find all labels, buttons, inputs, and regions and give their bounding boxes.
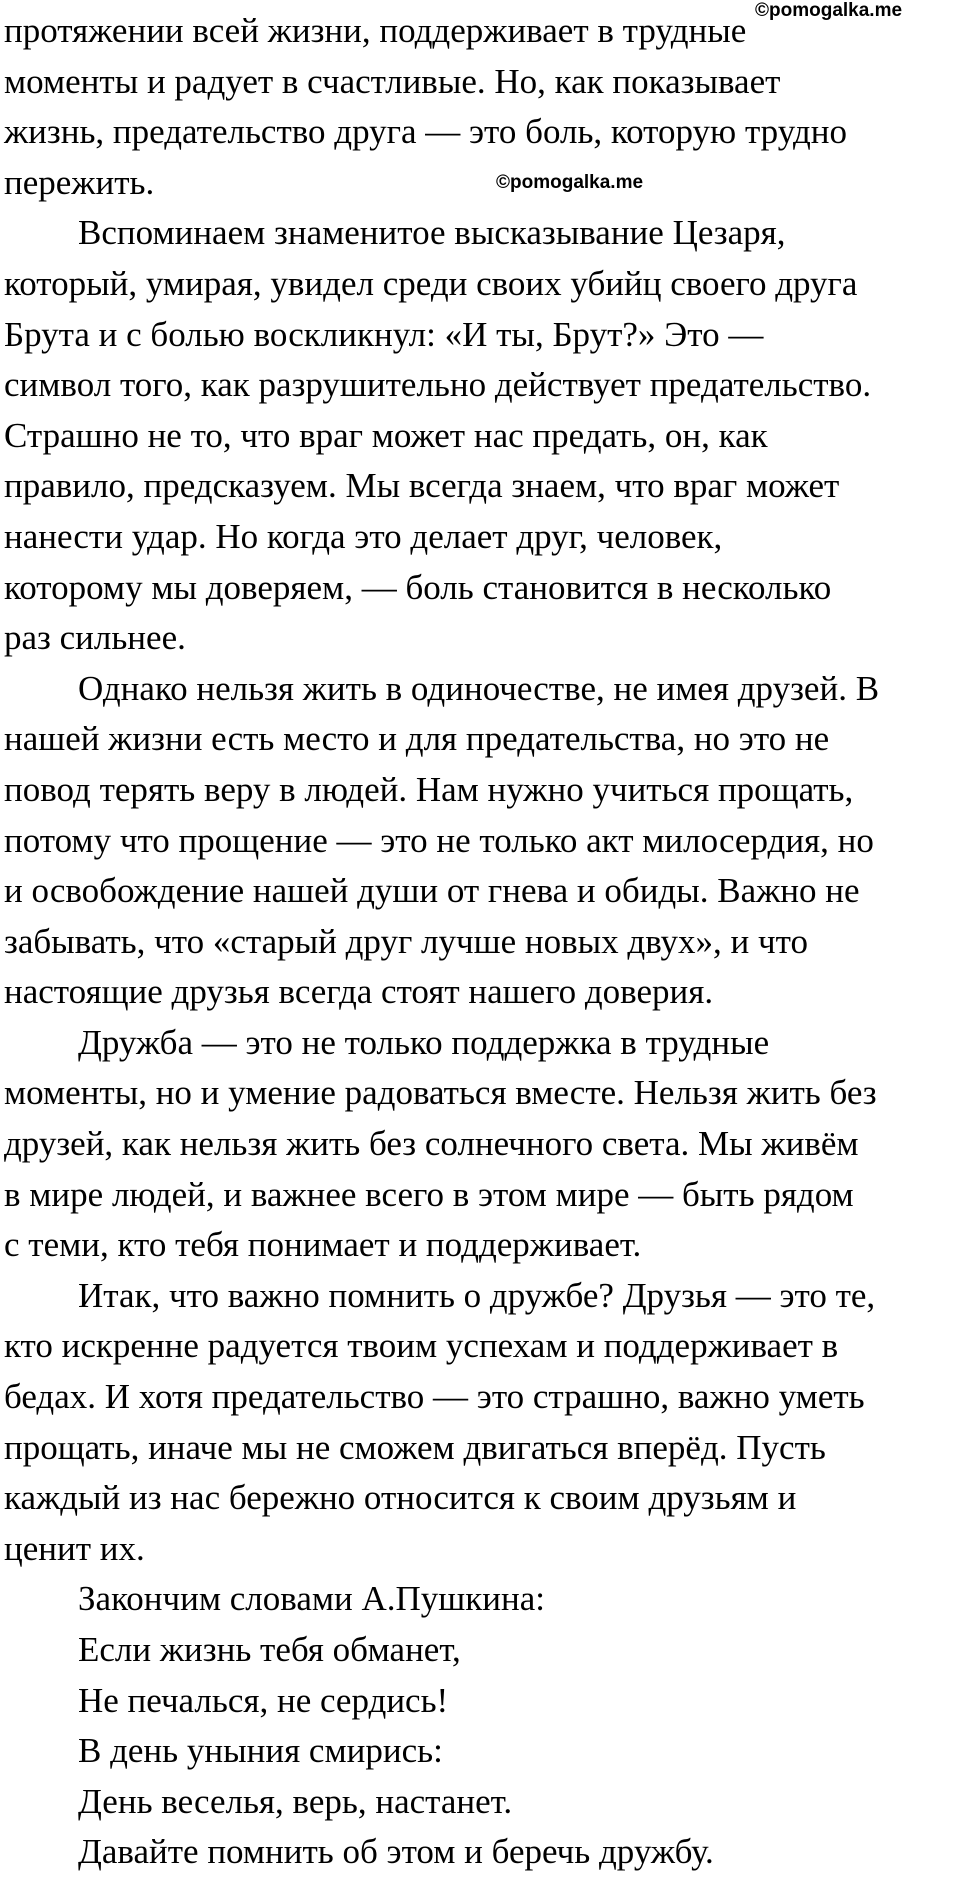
poem-line: Если жизнь тебя обманет, [78, 1630, 461, 1669]
text-line: протяжении всей жизни, поддерживает в трудные [4, 11, 747, 50]
text-line: потому что прощение — это не только акт милосердия, но [4, 820, 874, 860]
text-line: Давайте помнить об этом и беречь дружбу. [78, 1832, 714, 1872]
text-line: раз сильнее. [4, 618, 186, 658]
essay-text [4, 6, 960, 1878]
text-line: Дружба — это не только поддержка в трудные [78, 1022, 770, 1062]
text-line: нашей жизни есть место и для предательства, но это не [4, 719, 830, 759]
watermark-middle: ©pomogalka.me [496, 172, 644, 193]
text-line: правило, предсказуем. Мы всегда знаем, что враг может [4, 466, 840, 506]
text-line: которому мы доверяем, — боль становится в несколько [4, 567, 832, 607]
text-line: прощать, иначе мы не сможем двигаться вперёд. Пусть [4, 1427, 826, 1467]
text-line: Однако нельзя жить в одиночестве, не имея друзей. В [78, 668, 880, 708]
text-line: кто искренне радуется твоим успехам и поддерживает в [4, 1326, 839, 1366]
poem-line: В день уныния смирись: [78, 1731, 443, 1771]
text-line: в мире людей, и важнее всего в этом мире — быть рядом [4, 1174, 854, 1214]
text-line: друзей, как нельзя жить без солнечного света. Мы живём [4, 1124, 859, 1164]
watermark-top: ©pomogalka.me [755, 0, 903, 21]
text-line: пережить. [4, 162, 155, 202]
text-line: Закончим словами А.Пушкина: [78, 1579, 545, 1619]
poem-line: День веселья, верь, настанет. [78, 1781, 513, 1821]
text-line: моменты, но и умение радоваться вместе. Нельзя жить без [4, 1073, 877, 1113]
text-line: каждый из нас бережно относится к своим друзьям и [4, 1478, 797, 1518]
text-line: и освобождение нашей души от гнева и обиды. Важно не [4, 871, 860, 911]
text-line: настоящие друзья всегда стоят нашего доверия. [4, 972, 714, 1012]
text-line: Итак, что важно помнить о дружбе? Друзья — это те, [78, 1275, 876, 1315]
text-line: жизнь, предательство друга — это боль, которую трудно [4, 112, 848, 152]
text-line: который, умирая, увидел среди своих убийц своего друга [4, 263, 858, 303]
text-line: Вспоминаем знаменитое высказывание Цезаря, [78, 213, 786, 253]
text-line: моменты и радует в счастливые. Но, как показывает [4, 61, 781, 101]
poem-line: Не печалься, не сердись! [78, 1680, 449, 1720]
text-line: Страшно не то, что враг может нас предать, он, как [4, 415, 768, 455]
text-line: символ того, как разрушительно действует предательство. [4, 365, 872, 405]
text-line: забывать, что «старый друг лучше новых двух», и что [4, 921, 808, 961]
text-line: Брута и с болью воскликнул: «И ты, Брут?» Это — [4, 314, 764, 354]
text-line: бедах. И хотя предательство — это страшно, важно уметь [4, 1377, 865, 1417]
text-line: повод терять веру в людей. Нам нужно учиться прощать, [4, 769, 854, 809]
text-line: с теми, кто тебя понимает и поддерживает. [4, 1225, 642, 1265]
text-line: ценит их. [4, 1528, 145, 1568]
text-line: нанести удар. Но когда это делает друг, человек, [4, 516, 723, 556]
